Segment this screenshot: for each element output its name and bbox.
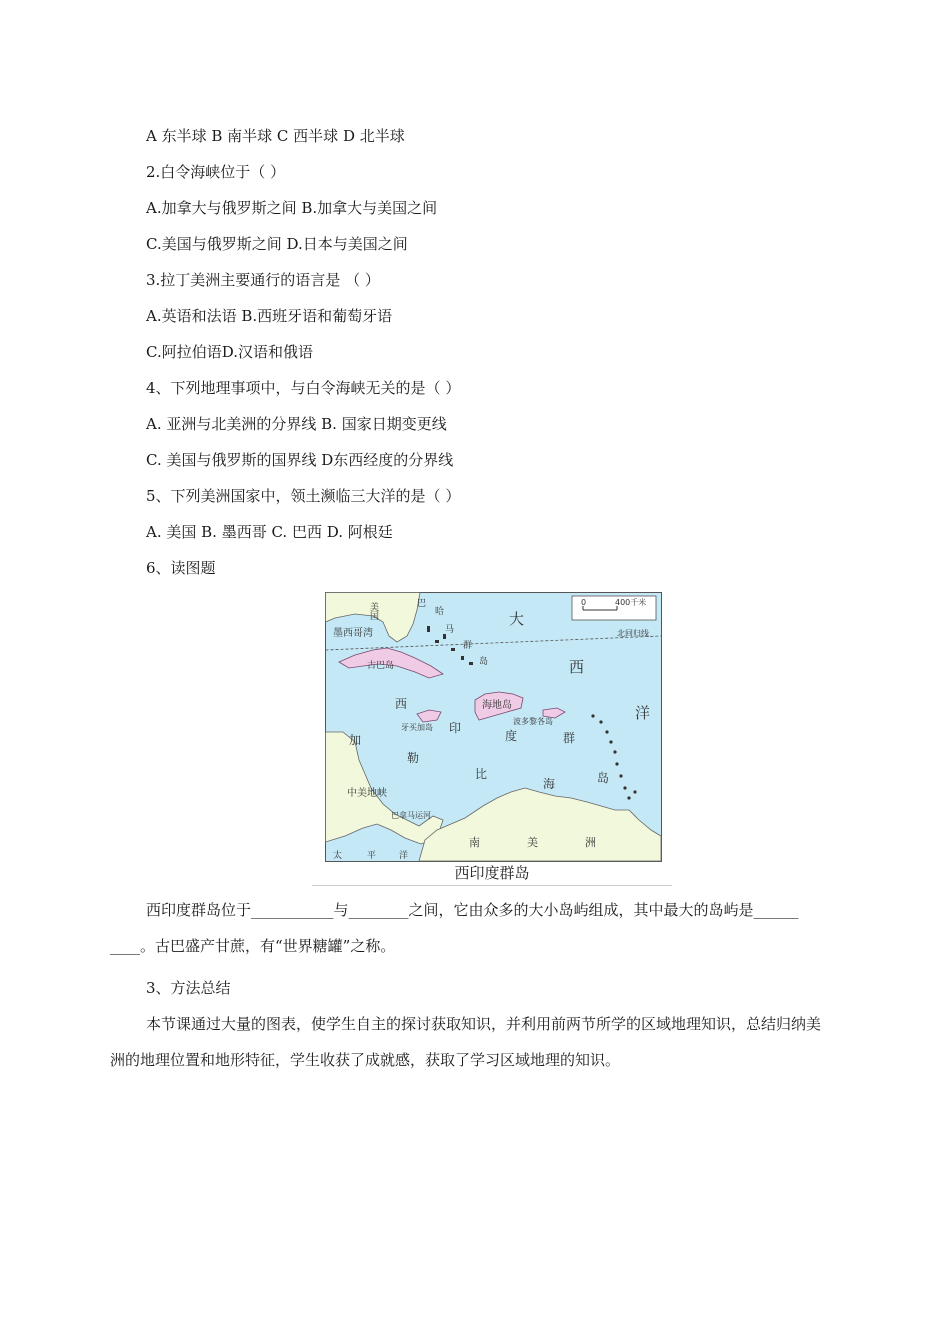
- svg-text:美: 美: [527, 836, 538, 849]
- west-indies-map: [325, 592, 662, 862]
- question-line-3: A.加拿大与俄罗斯之间 B.加拿大与美国之间: [146, 199, 438, 217]
- svg-text:洋: 洋: [635, 704, 651, 722]
- svg-text:度: 度: [505, 729, 518, 743]
- svg-text:太: 太: [333, 851, 343, 861]
- question-line-6: A.英语和法语 B.西班牙语和葡萄牙语: [146, 307, 393, 325]
- svg-text:海: 海: [543, 777, 556, 791]
- summary-paragraph: 本节课通过大量的图表，使学生自主的探讨获取知识，并利用前两节所学的区域地理知识，总结归纳美洲的地理位置和地形特征，学生收获了成就感，获取了学习区域地理的知识。: [110, 1015, 822, 1069]
- label-haiti: 海地岛: [482, 700, 512, 711]
- question-line-4: C.美国与俄罗斯之间 D.日本与美国之间: [146, 235, 408, 253]
- question-line-11: 5、下列美洲国家中，领土濒临三大洋的是（ ）: [146, 487, 461, 505]
- svg-text:西: 西: [395, 697, 408, 711]
- svg-text:群: 群: [563, 731, 576, 745]
- question-line-10: C. 美国与俄罗斯的国界线 D东西经度的分界线: [146, 451, 454, 469]
- svg-text:勒: 勒: [407, 751, 420, 765]
- svg-text:比: 比: [475, 767, 488, 781]
- question-line-2: 2.白令海峡位于（ ）: [146, 163, 286, 181]
- svg-text:哈: 哈: [435, 607, 445, 617]
- label-canal: 巴拿马运河: [391, 811, 431, 820]
- label-usa: 美国: [368, 602, 378, 620]
- question-line-9: A. 亚洲与北美洲的分界线 B. 国家日期变更线: [146, 415, 447, 433]
- svg-text:马: 马: [445, 625, 455, 635]
- svg-text:加: 加: [349, 733, 362, 747]
- label-puerto-rico: 波多黎各岛: [513, 717, 553, 726]
- question-line-7: C.阿拉伯语D.汉语和俄语: [146, 343, 313, 361]
- svg-text:洲: 洲: [585, 836, 596, 849]
- map-caption: 西印度群岛: [312, 862, 672, 886]
- label-gulf: 墨西哥湾: [333, 628, 373, 639]
- svg-text:岛: 岛: [479, 657, 489, 667]
- scale-distance: 400千米: [615, 598, 647, 607]
- question-line-1: A 东半球 B 南半球 C 西半球 D 北半球: [146, 127, 405, 145]
- svg-text:平: 平: [367, 851, 377, 861]
- label-jamaica: 牙买加岛: [401, 723, 433, 732]
- question-line-5: 3.拉丁美洲主要通行的语言是 （ ）: [146, 271, 380, 289]
- question-line-13: 6、读图题: [146, 559, 216, 577]
- section-title: 3、方法总结: [146, 979, 231, 997]
- svg-text:印: 印: [449, 721, 462, 735]
- svg-text:群: 群: [463, 641, 473, 651]
- label-cuba: 古巴岛: [367, 661, 395, 671]
- fill-in-paragraph: 西印度群岛位于___________与________之间，它由众多的大小岛屿组成，其中最大的岛屿是______ ____。古巴盛产甘蔗，有“世界糖罐”之称。: [110, 901, 799, 955]
- svg-text:南: 南: [469, 836, 480, 849]
- scale-zero: 0: [581, 598, 587, 607]
- question-line-8: 4、下列地理事项中，与白令海峡无关的是（ ）: [146, 379, 461, 397]
- svg-text:大: 大: [509, 610, 525, 628]
- question-line-12: A. 美国 B. 墨西哥 C. 巴西 D. 阿根廷: [146, 523, 393, 541]
- svg-text:岛: 岛: [597, 771, 610, 785]
- svg-text:西: 西: [569, 658, 585, 676]
- svg-text:洋: 洋: [399, 851, 409, 861]
- label-isthmus: 中美地峡: [347, 788, 387, 799]
- tropic-label: 北回归线: [617, 629, 649, 638]
- svg-text:巴: 巴: [417, 599, 427, 609]
